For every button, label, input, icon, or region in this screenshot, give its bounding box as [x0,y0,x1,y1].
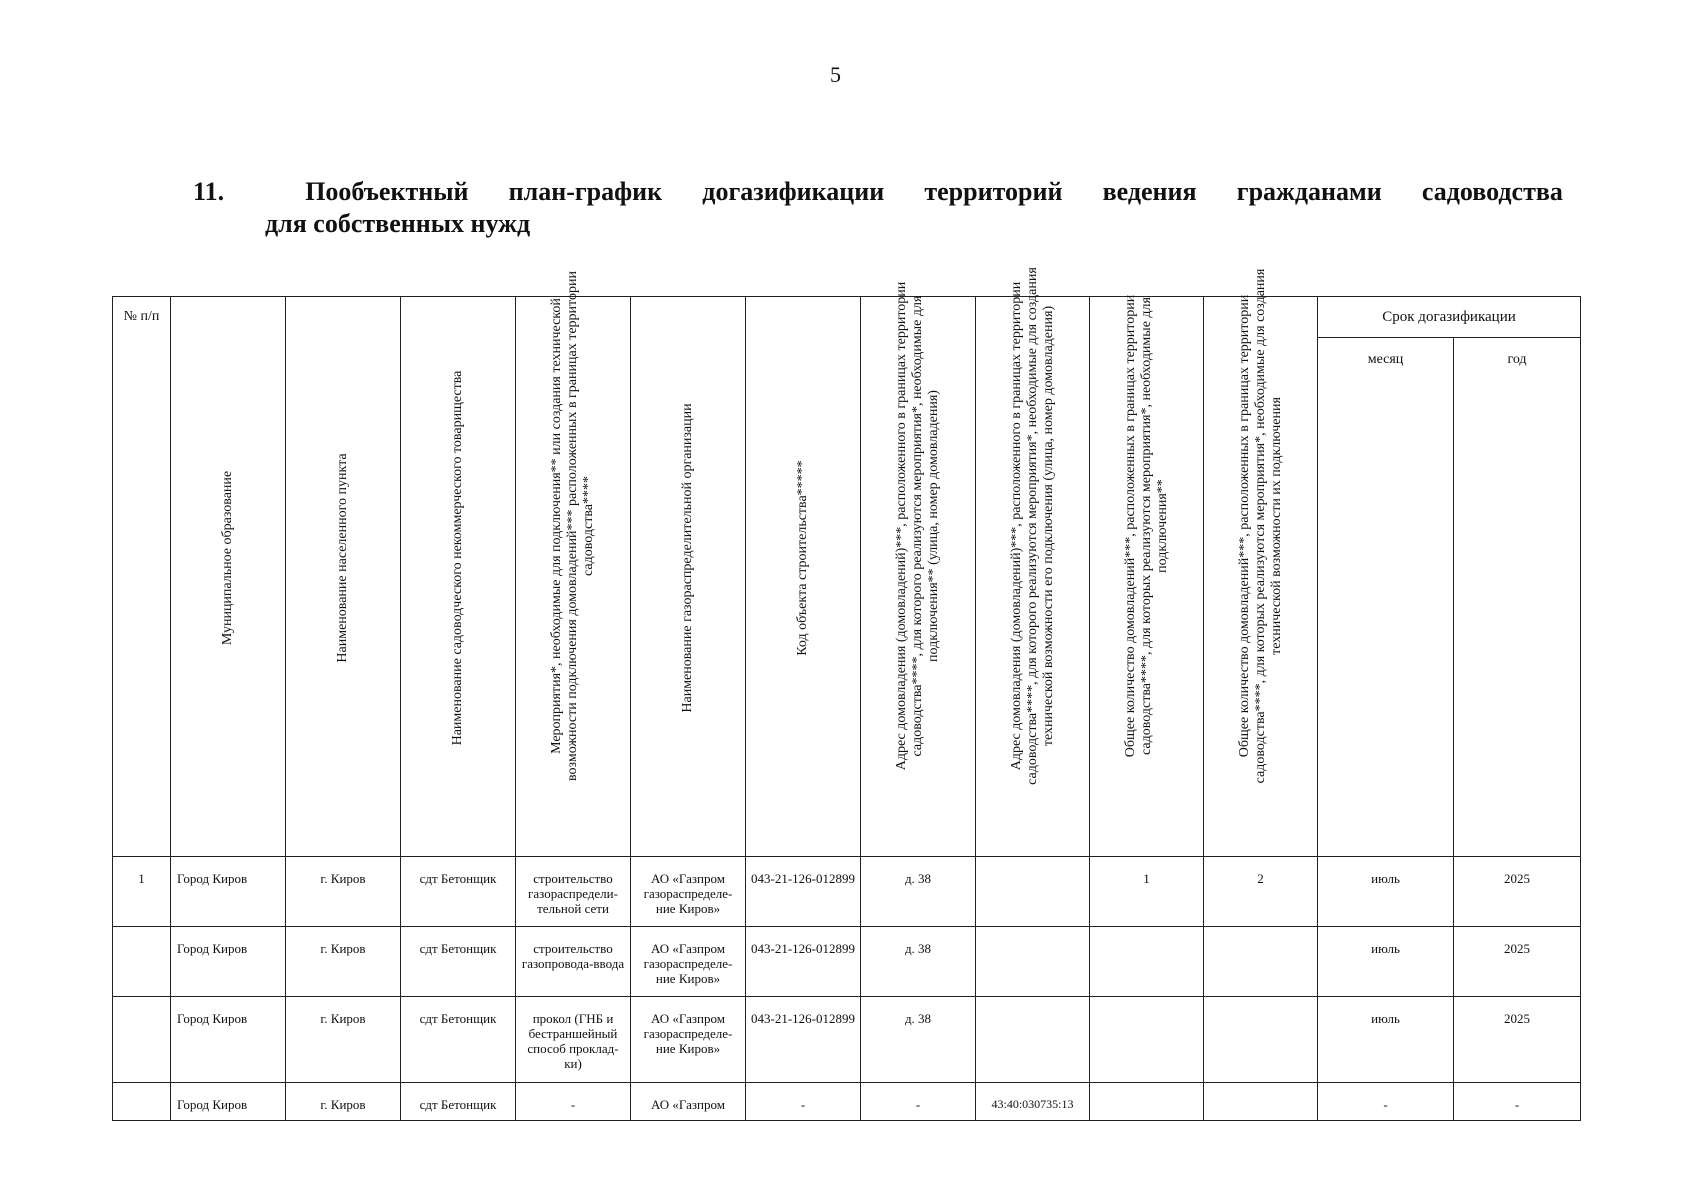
cell-count-connect [1090,1083,1204,1121]
cell-measures: строительство газопровода-ввода [516,927,631,997]
cell-num [113,1083,171,1121]
cell-settlement: г. Киров [286,857,401,927]
header-count-connect: Общее количество домовладений***, расположенных в границах территории садоводства****, для которых реализуются мероприятия*, необходимые для подключения** [1090,297,1204,857]
cell-measures: прокол (ГНБ и бестраншейный способ проклад-ки) [516,997,631,1083]
cell-measures: строительство газораспредели-тельной сети [516,857,631,927]
title-word: догазификации [702,177,885,206]
cell-count-tech: 2 [1204,857,1318,927]
cell-partnership: сдт Бетонщик [401,857,516,927]
cell-address-connect: д. 38 [861,857,976,927]
title-word: Пообъектный [305,177,469,206]
header-gas-organization: Наименование газораспределительной организации [631,297,746,857]
cell-num: 1 [113,857,171,927]
cell-measures: - [516,1083,631,1121]
cell-address-tech: 43:40:030735:13 [976,1083,1090,1121]
cell-object-code: - [746,1083,861,1121]
header-address-connect: Адрес домовладения (домовладений)***, расположенного в границах территории садоводства****, для которого реализуются мероприятия*, необходимые для подключения** (улица, номер домовладения) [861,297,976,857]
cell-municipality: Город Киров [171,1083,286,1121]
title-number: 11. [193,177,225,206]
gasification-schedule-table [112,267,1581,1121]
title-word: территорий [924,177,1063,206]
header-settlement: Наименование населенного пункта [286,297,401,857]
cell-object-code: 043-21-126-012899 [746,857,861,927]
title-word: садоводства [1421,177,1563,206]
cell-count-tech [1204,1083,1318,1121]
cell-object-code: 043-21-126-012899 [746,927,861,997]
cell-address-tech [976,857,1090,927]
header-address-tech: Адрес домовладения (домовладений)***, расположенного в границах территории садоводства****, для которого реализуются мероприятия*, необходимые для создания технической возможности его подключения (улица, номер домовладения) [976,297,1090,857]
cell-month: - [1318,1083,1454,1121]
cell-month: июль [1318,997,1454,1083]
cell-num [113,927,171,997]
cell-address-connect: - [861,1083,976,1121]
header-num: № п/п [113,297,171,857]
header-municipality: Муниципальное образование [171,297,286,857]
page-number: 5 [830,62,841,87]
header-measures: Мероприятия*, необходимые для подключения** или создания технической возможности подключения домовладений*** расположенных в границах территории садоводства**** [516,297,631,857]
cell-gas-organization: АО «Газпром газораспределе-ние Киров» [631,857,746,927]
cell-settlement: г. Киров [286,1083,401,1121]
cell-settlement: г. Киров [286,997,401,1083]
cell-settlement: г. Киров [286,927,401,997]
cell-object-code: 043-21-126-012899 [746,997,861,1083]
cell-municipality: Город Киров [171,857,286,927]
cell-year: - [1454,1083,1581,1121]
cell-address-tech [976,997,1090,1083]
table-row [113,927,1581,997]
cell-gas-organization: АО «Газпром газораспределе-ние Киров» [631,997,746,1083]
title-word: план-график [508,177,663,206]
cell-gas-organization: АО «Газпром [631,1083,746,1121]
cell-count-connect [1090,997,1204,1083]
cell-month: июль [1318,857,1454,927]
header-object-code: Код объекта строительства***** [746,297,861,857]
title-line-2: для собственных нужд [265,209,531,238]
cell-address-tech [976,927,1090,997]
title-word: ведения [1102,177,1197,206]
header-year: год [1454,338,1581,857]
cell-count-connect: 1 [1090,857,1204,927]
table-row [113,1083,1581,1121]
header-month: месяц [1318,338,1454,857]
title-word: гражданами [1236,177,1382,206]
cell-count-tech [1204,927,1318,997]
cell-gas-organization: АО «Газпром газораспределе-ние Киров» [631,927,746,997]
title-line-1 [193,176,1563,208]
cell-partnership: сдт Бетонщик [401,997,516,1083]
cell-address-connect: д. 38 [861,997,976,1083]
table-row [113,997,1581,1083]
header-count-tech: Общее количество домовладений***, расположенных в границах территории садоводства****, для которых реализуются мероприятия*, необходимые для создания технической возможности их подключения [1204,297,1318,857]
document-title [193,176,1563,240]
cell-count-tech [1204,997,1318,1083]
cell-year: 2025 [1454,997,1581,1083]
cell-partnership: сдт Бетонщик [401,1083,516,1121]
cell-address-connect: д. 38 [861,927,976,997]
cell-municipality: Город Киров [171,997,286,1083]
cell-num [113,997,171,1083]
cell-year: 2025 [1454,857,1581,927]
cell-year: 2025 [1454,927,1581,997]
cell-municipality: Город Киров [171,927,286,997]
cell-count-connect [1090,927,1204,997]
header-partnership: Наименование садоводческого некоммерческого товарищества [401,297,516,857]
cell-partnership: сдт Бетонщик [401,927,516,997]
table-row [113,857,1581,927]
cell-month: июль [1318,927,1454,997]
header-term: Срок догазификации [1318,297,1581,338]
